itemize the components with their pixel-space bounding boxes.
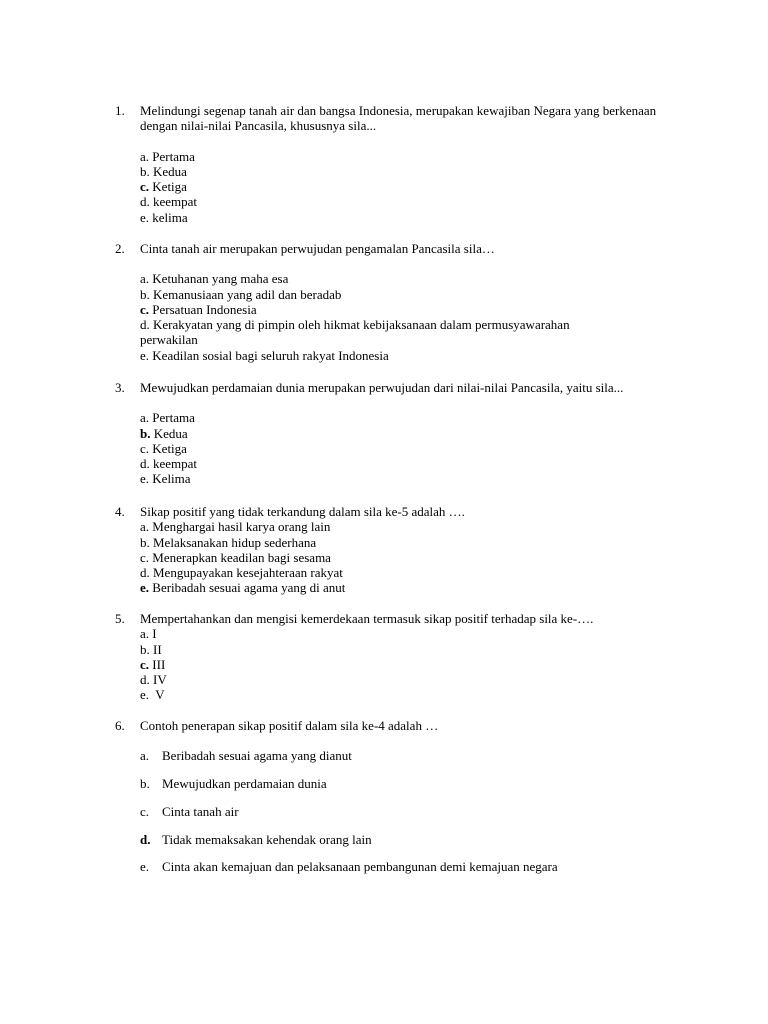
option-d: d. IV: [140, 672, 167, 688]
question-number: 5.: [115, 611, 125, 626]
question-3: [115, 380, 695, 487]
option-b: b. II: [140, 641, 162, 657]
question-4: [115, 504, 695, 596]
question-6: [115, 718, 695, 887]
question-number: 4.: [115, 504, 125, 519]
option-e: e. Beribadah sesuai agama yang di anut: [140, 580, 346, 596]
option-c: c. Menerapkan keadilan bagi sesama: [140, 549, 331, 565]
question-number: 2.: [115, 241, 125, 256]
option-e: e. V: [140, 687, 165, 703]
options-list: [140, 149, 695, 225]
question-text: Contoh penerapan sikap positif dalam sila ke-4 adalah …: [140, 718, 439, 733]
option-d: d. Kerakyatan yang di pimpin oleh hikmat kebijaksanaan dalam permusyawarahan perwakilan: [140, 317, 570, 348]
question-text: Sikap positif yang tidak terkandung dalam sila ke-5 adalah ….: [140, 504, 465, 519]
question-number: 6.: [115, 718, 125, 733]
question-5: [115, 611, 695, 703]
option-e: e. Keadilan sosial bagi seluruh rakyat Indonesia: [140, 347, 389, 363]
option-a: a. Pertama: [140, 410, 195, 426]
options-list: [140, 626, 695, 702]
option-d: d. keempat: [140, 456, 198, 472]
options-list: [140, 519, 695, 595]
question-number: 1.: [115, 103, 125, 118]
option-c: c. Cinta tanah air: [140, 803, 239, 819]
option-c: c. III: [140, 656, 166, 672]
option-a: a. Beribadah sesuai agama yang dianut: [140, 748, 352, 764]
question-text: Cinta tanah air merupakan perwujudan pengamalan Pancasila sila…: [140, 241, 495, 256]
question-text: Melindungi segenap tanah air dan bangsa Indonesia, merupakan kewajiban Negara yang berkenaan dengan nilai-nilai Pancasila, khususnya sila...: [140, 103, 657, 134]
option-c: c. Ketiga: [140, 440, 187, 456]
question-2: [115, 241, 695, 363]
question-1: [115, 103, 695, 225]
option-c: c. Ketiga: [140, 179, 187, 195]
option-c: c. Persatuan Indonesia: [140, 301, 257, 317]
option-e: e. Kelima: [140, 471, 191, 487]
options-list: [140, 410, 695, 486]
option-d: d. Tidak memaksakan kehendak orang lain: [140, 831, 372, 847]
options-list: [140, 748, 695, 874]
option-b: b. Melaksanakan hidup sederhana: [140, 534, 317, 550]
options-list: [140, 271, 695, 363]
option-b: b. Kedua: [140, 163, 187, 179]
option-b: b. Mewujudkan perdamaian dunia: [140, 776, 327, 792]
option-a: a. Ketuhanan yang maha esa: [140, 271, 289, 287]
option-b: b. Kedua: [140, 425, 188, 441]
question-number: 3.: [115, 380, 125, 395]
option-d: d. Mengupayakan kesejahteraan rakyat: [140, 565, 343, 581]
option-a: a. Pertama: [140, 148, 195, 164]
question-text: Mewujudkan perdamaian dunia merupakan perwujudan dari nilai-nilai Pancasila, yaitu sila...: [140, 380, 624, 395]
option-a: a. Menghargai hasil karya orang lain: [140, 519, 331, 535]
option-b: b. Kemanusiaan yang adil dan beradab: [140, 286, 342, 302]
option-a: a. I: [140, 626, 157, 642]
question-text: Mempertahankan dan mengisi kemerdekaan termasuk sikap positif terhadap sila ke-….: [140, 611, 594, 626]
option-d: d. keempat: [140, 194, 198, 210]
option-e: e. kelima: [140, 209, 188, 225]
option-e: e. Cinta akan kemajuan dan pelaksanaan pembangunan demi kemajuan negara: [140, 859, 558, 875]
